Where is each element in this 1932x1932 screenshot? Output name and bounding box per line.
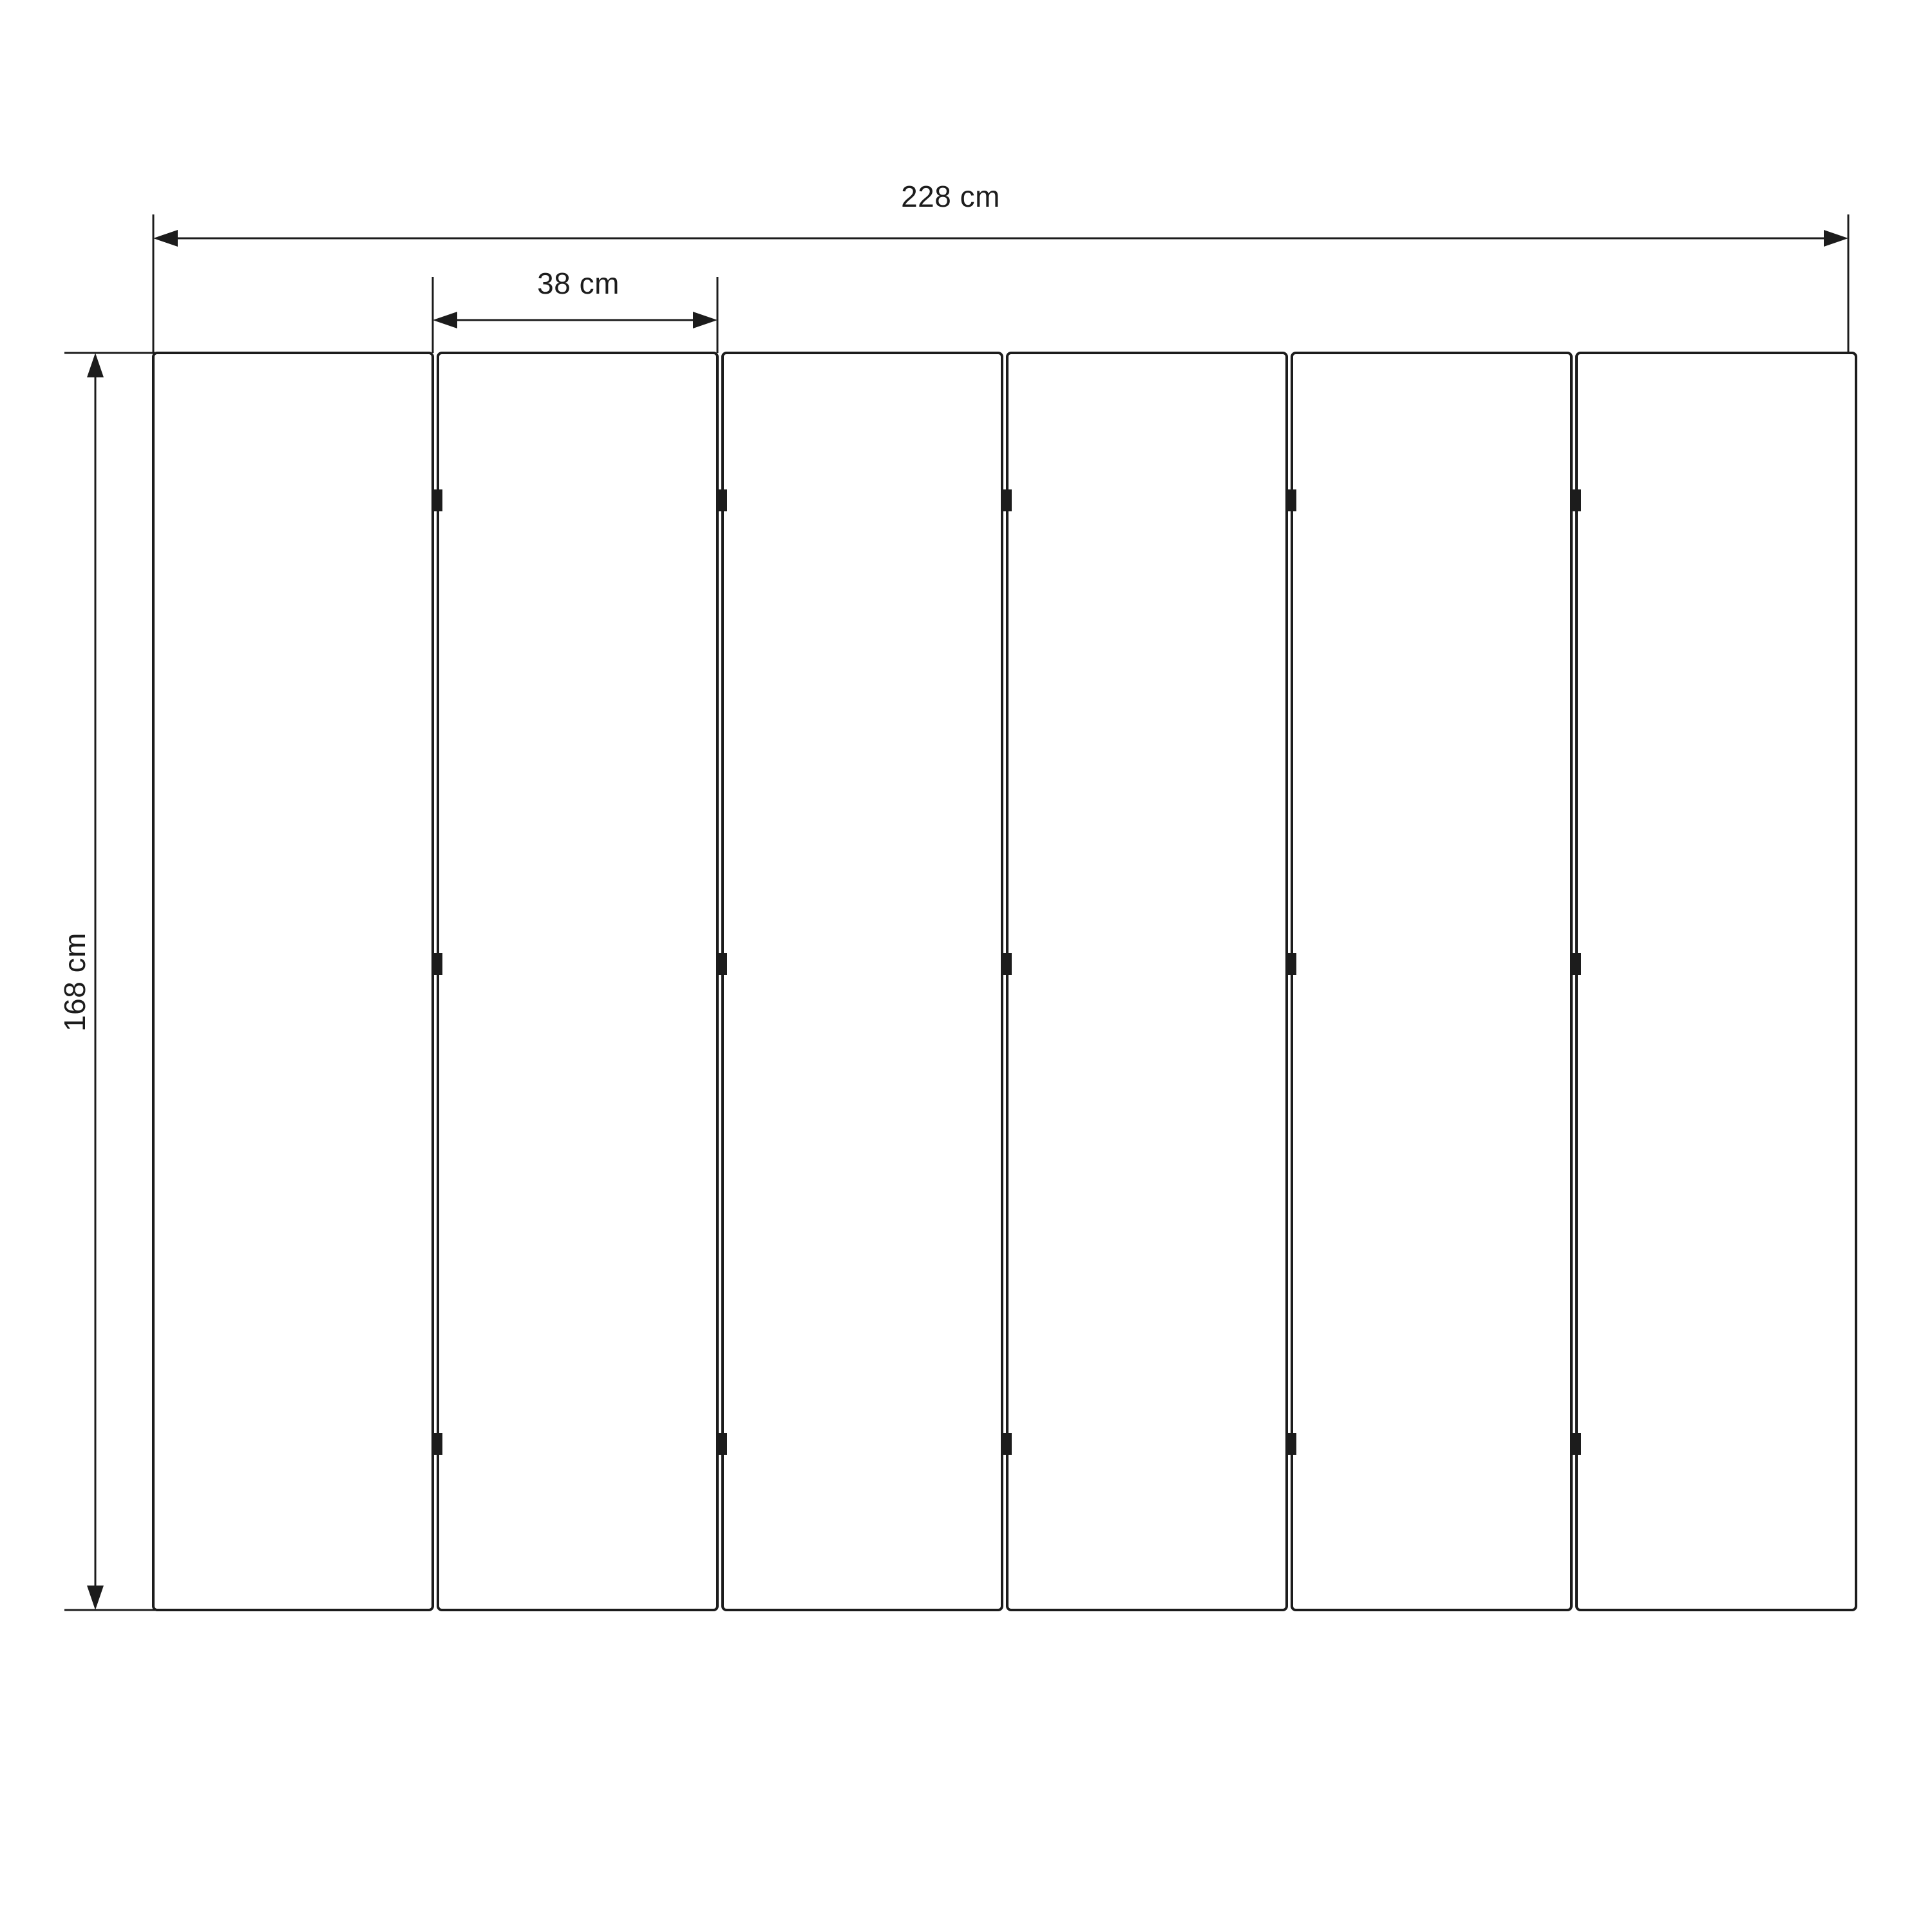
total-width-label: 228 cm	[901, 180, 1000, 213]
panel-5[interactable]	[1287, 353, 1571, 1610]
panel-1[interactable]	[153, 353, 433, 1610]
hinge-icon	[1287, 489, 1296, 511]
hinge-icon	[718, 489, 727, 511]
panel-width-label: 38 cm	[537, 267, 620, 300]
hinge-icon	[718, 953, 727, 975]
hinge-icon	[433, 1433, 442, 1455]
hinge-icon	[1287, 953, 1296, 975]
hinge-icon	[718, 1433, 727, 1455]
hinge-icon	[1572, 1433, 1581, 1455]
hinge-icon	[433, 489, 442, 511]
hinge-icon	[1003, 1433, 1012, 1455]
panel-4[interactable]	[1003, 353, 1287, 1610]
hinge-icon	[1287, 1433, 1296, 1455]
height-label: 168 cm	[58, 933, 91, 1032]
panel-group	[153, 353, 1856, 1610]
panel-2[interactable]	[433, 353, 717, 1610]
hinge-icon	[433, 953, 442, 975]
hinge-icon	[1003, 489, 1012, 511]
dimension-total-width	[153, 214, 1848, 353]
hinge-icon	[1572, 489, 1581, 511]
hinge-icon	[1003, 953, 1012, 975]
hinge-icon	[1572, 953, 1581, 975]
panel-6[interactable]	[1572, 353, 1856, 1610]
panel-3[interactable]	[718, 353, 1002, 1610]
